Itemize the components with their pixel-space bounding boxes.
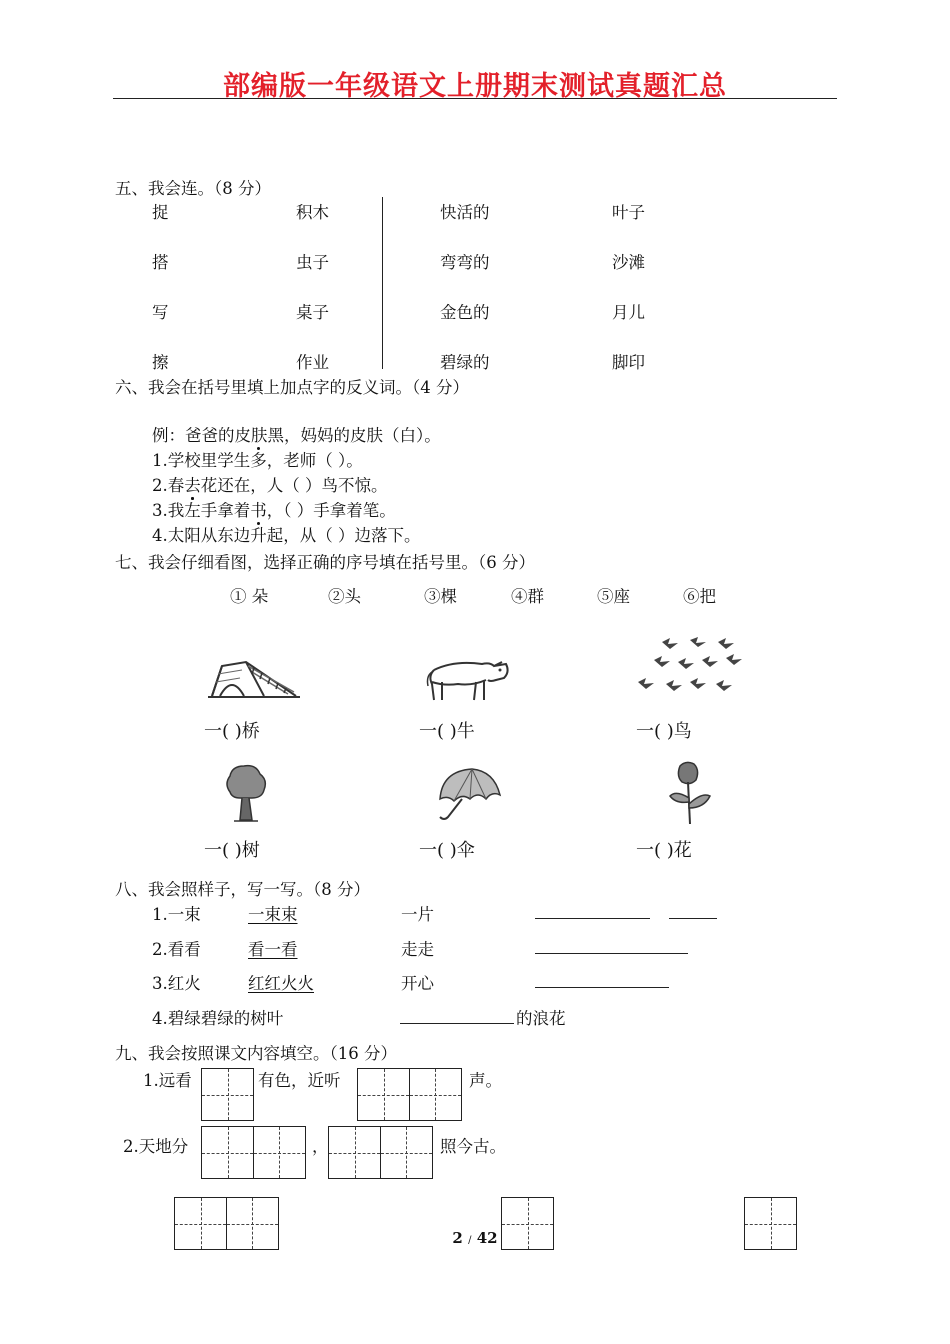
caption-tree: 一( )树 [204,840,260,861]
birds-icon [632,636,742,700]
match-noun: 作业 [296,353,329,372]
pattern-sample: 看一看 [248,940,298,959]
option-4: ④群 [511,587,544,606]
fill-text: 照今古。 [440,1137,506,1156]
ox-icon [424,652,516,704]
section-9-heading: 九、我会按照课文内容填空。（16 分） [115,1044,397,1063]
caption-ox: 一( )牛 [419,721,475,742]
caption-bridge: 一( )桥 [204,721,260,742]
tree-icon [222,762,270,824]
pattern-tail: 的浪花 [516,1009,566,1028]
antonym-question-3: 3.我左手拿着书，（ ）手拿着笔。 [152,501,396,520]
answer-line[interactable] [535,918,650,919]
fill-text: 1.远看 [143,1071,192,1090]
answer-line[interactable] [535,953,688,954]
section-8-heading: 八、我会照样子，写一写。（8 分） [115,880,370,899]
dotted-character: 左 [184,501,201,520]
pattern-word: 4.碧绿碧绿的树叶 [152,1009,284,1028]
page-number: 2 / 42 [452,1229,498,1247]
match-adjective: 弯弯的 [440,253,490,272]
caption-umbrella: 一( )伞 [419,840,475,861]
fill-text: 有色，近听 [258,1071,341,1090]
match-adjective: 金色的 [440,303,490,322]
umbrella-icon [432,765,504,823]
pattern-word: 2.看看 [152,940,201,959]
option-1: ① 朵 [230,587,269,606]
writing-grid[interactable] [357,1068,462,1121]
match-noun: 虫子 [296,253,329,272]
antonym-question-1: 1.学校里学生多，老师（ ）。 [152,451,363,470]
fill-text: 2.天地分 [123,1137,189,1156]
dotted-character: 去 [184,476,201,495]
pattern-word: 3.红火 [152,974,201,993]
match-verb: 擦 [152,353,169,372]
pattern-prompt: 走走 [401,940,434,959]
match-object: 月儿 [612,303,645,322]
pattern-sample: 一束束 [248,905,298,924]
bridge-icon [208,652,300,700]
answer-line[interactable] [669,918,717,919]
section-5-heading: 五、我会连。（8 分） [115,179,271,198]
caption-birds: 一( )鸟 [636,721,692,742]
option-3: ③棵 [424,587,457,606]
match-object: 叶子 [612,203,645,222]
match-verb: 写 [152,303,169,322]
pattern-word: 1.一束 [152,905,201,924]
antonym-question-4: 4.太阳从东边升起，从（ ）边落下。 [152,526,421,545]
fill-text: ， [312,1137,329,1156]
match-noun: 桌子 [296,303,329,322]
column-divider [382,197,383,369]
match-object: 沙滩 [612,253,645,272]
caption-flower: 一( )花 [636,840,692,861]
writing-grid[interactable] [201,1126,306,1179]
match-object: 脚印 [612,353,645,372]
pattern-sample: 红红火火 [248,974,314,993]
flower-icon [666,760,714,826]
match-adjective: 碧绿的 [440,353,490,372]
match-verb: 捉 [152,203,169,222]
writing-grid[interactable] [201,1068,254,1121]
title-rule [113,98,837,99]
fill-text: 声。 [469,1071,502,1090]
answer-line[interactable] [535,987,669,988]
option-5: ⑤座 [597,587,630,606]
section-6-heading: 六、我会在括号里填上加点字的反义词。（4 分） [115,378,469,397]
dotted-character: 升 [250,526,267,545]
match-adjective: 快活的 [440,203,490,222]
example-sentence: 例：爸爸的皮肤黑，妈妈的皮肤（白）。 [152,426,441,445]
section-7-heading: 七、我会仔细看图，选择正确的序号填在括号里。（6 分） [115,553,535,572]
match-noun: 积木 [296,203,329,222]
option-6: ⑥把 [683,587,716,606]
match-verb: 搭 [152,253,169,272]
document-title: 部编版一年级语文上册期末测试真题汇总 [223,71,727,102]
antonym-question-2: 2.春去花还在，人（ ）鸟不惊。 [152,476,388,495]
option-2: ②头 [328,587,361,606]
dotted-character: 多 [250,451,267,470]
answer-line[interactable] [400,1023,514,1024]
pattern-prompt: 一片 [401,905,434,924]
pattern-prompt: 开心 [401,974,434,993]
writing-grid[interactable] [328,1126,433,1179]
